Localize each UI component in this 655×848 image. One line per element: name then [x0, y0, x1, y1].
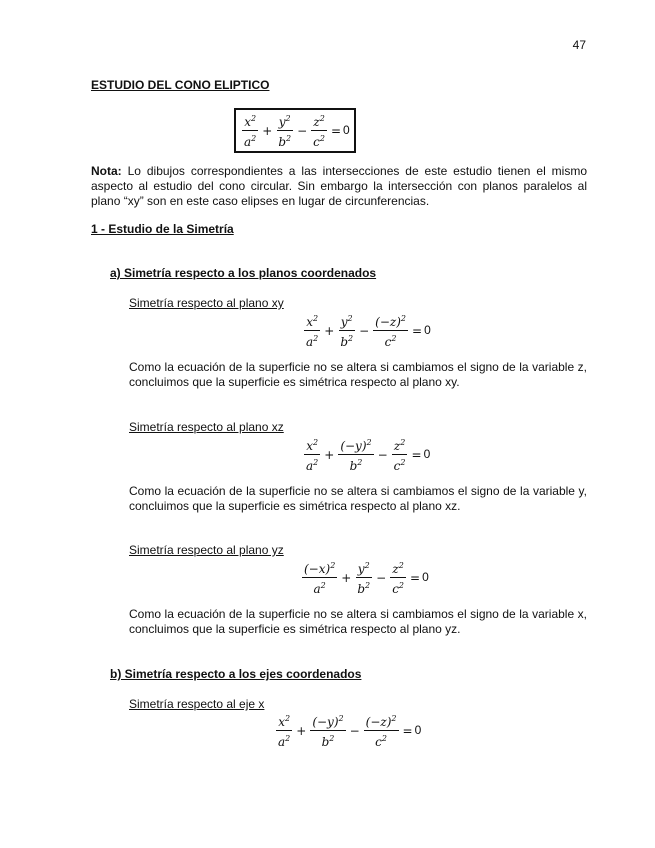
heading-plano-xy: Simetría respecto al plano xy — [129, 296, 284, 310]
paragraph-plano-yz: Como la ecuación de la superficie no se altera si cambiamos el signo de la variable x, concluimos que la superficie es simétrica respecto al plano yz. — [129, 607, 587, 636]
subsection-b-title: b) Simetría respecto a los ejes coordenados — [110, 667, 362, 681]
note-paragraph — [91, 164, 587, 209]
equation-plano-xy: $\frac{x^2}{a^2}$ + $\frac{y^2}{b^2}$ − $\frac{(-z)^2}{c^2}$ = 0 — [306, 314, 431, 349]
equation-eje-x: $\frac{x^2}{a^2}$ + $\frac{(-y)^2}{b^2}$ − $\frac{(-z)^2}{c^2}$ = 0 — [278, 714, 422, 749]
subsection-a-title: a) Simetría respecto a los planos coordenados — [110, 266, 377, 280]
page-number: 47 — [572, 38, 586, 52]
equation-plano-yz: $\frac{(-x)^2}{a^2}$ + $\frac{y^2}{b^2}$ − $\frac{z^2}{c^2}$ = 0 — [304, 561, 429, 596]
equation-plano-xz: $\frac{x^2}{a^2}$ + $\frac{(-y)^2}{b^2}$ − $\frac{z^2}{c^2}$ = 0 — [306, 438, 431, 473]
document-title: ESTUDIO DEL CONO ELIPTICO — [91, 78, 270, 92]
section-1-title: 1 - Estudio de la Simetría — [91, 222, 234, 236]
heading-plano-yz: Simetría respecto al plano yz — [129, 543, 284, 557]
heading-plano-xz: Simetría respecto al plano xz — [129, 420, 284, 434]
paragraph-plano-xz: Como la ecuación de la superficie no se altera si cambiamos el signo de la variable y, concluimos que la superficie es simétrica respecto al plano xz. — [129, 484, 587, 513]
note-text: Lo dibujos correspondientes a las intersecciones de este estudio tienen el mismo aspecto al estudio del cono circular. Sin embargo la intersección con planos paralelos al plano “xy” son en este caso elipses en lugar de circunferencias. — [91, 164, 587, 208]
main-equation: $\frac{x^2}{a^2}$ + $\frac{y^2}{b^2}$ − $\frac{z^2}{c^2}$ = 0 — [234, 108, 356, 153]
note-label: Nota: — [91, 164, 122, 178]
heading-eje-x: Simetría respecto al eje x — [129, 697, 265, 711]
paragraph-plano-xy: Como la ecuación de la superficie no se altera si cambiamos el signo de la variable z, concluimos que la superficie es simétrica respecto al plano xy. — [129, 360, 587, 389]
